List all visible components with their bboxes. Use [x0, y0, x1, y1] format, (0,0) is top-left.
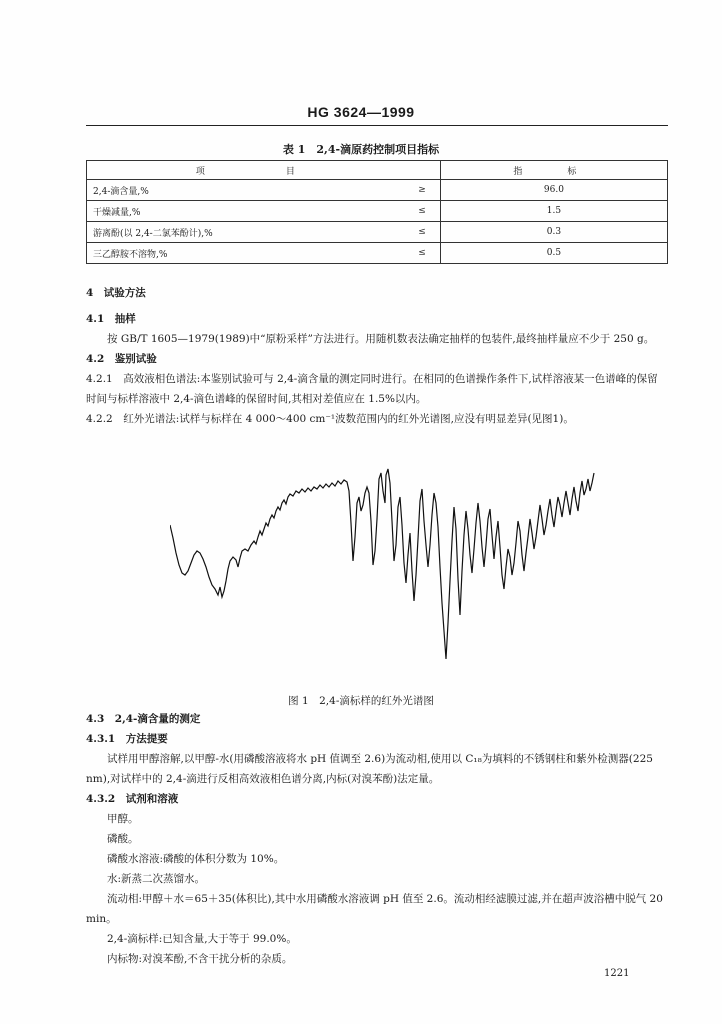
- reagent-item: 水:新蒸二次蒸馏水。: [107, 873, 206, 885]
- reagent-item: 甲醇。: [107, 813, 139, 825]
- item-operator: ≥: [381, 180, 441, 201]
- section-4-1: [86, 309, 668, 429]
- reagent-item: 磷酸水溶液:磷酸的体积分数为 10%。: [107, 853, 285, 865]
- table-header-row: [87, 161, 668, 180]
- reagent-item: 内标物:对溴苯酚,不含干扰分析的杂质。: [107, 953, 293, 965]
- reagent-item: 磷酸。: [107, 833, 139, 845]
- page-number: 1221: [604, 968, 630, 979]
- reagent-item: 流动相:甲醇＋水＝65＋35(体积比),其中水用磷酸水溶液调 pH 值至 2.6。流动相经滤膜过滤,并在超声波浴槽中脱气 20 min。: [86, 893, 663, 925]
- section-heading: 4.3 2,4-滴含量的测定: [86, 713, 201, 725]
- item-value: 96.0: [440, 180, 667, 201]
- reagent-item: 2,4-滴标样:已知含量,大于等于 99.0%。: [107, 933, 297, 945]
- figure-caption: 图 1 2,4-滴标样的红外光谱图: [288, 695, 434, 707]
- paragraph: 试样用甲醇溶解,以甲醇-水(用磷酸溶液将水 pH 值调至 2.6)为流动相,使用以 C₁₈为填料的不锈钢柱和紫外检测器(225 nm),对试样中的 2,4-滴进行反相高效液相色谱分离,内标(对溴苯酚)法定量。: [86, 753, 653, 785]
- column-header-item: 项 目: [87, 161, 441, 180]
- section-4-3: [86, 709, 668, 969]
- section-heading: 4.3.1 方法提要: [86, 733, 168, 745]
- column-header-index: 指 标: [440, 161, 667, 180]
- item-operator: ≤: [381, 243, 441, 264]
- paragraph: 按 GB/T 1605—1979(1989)中“原粉采样”方法进行。用随机数表法确定抽样的包装件,最终抽样量应不少于 250 g。: [107, 333, 655, 345]
- section-heading: 4 试验方法: [86, 287, 146, 299]
- item-name: 干燥减量,%: [87, 201, 381, 222]
- section-heading: 4.1 抽样: [86, 313, 136, 325]
- item-value: 0.5: [440, 243, 667, 264]
- paragraph: 4.2.2 红外光谱法:试样与标样在 4 000～400 cm⁻¹波数范围内的红外光谱图,应没有明显差异(见图1)。: [86, 413, 574, 425]
- ir-spectrum-curve: [170, 469, 594, 659]
- table-row: [87, 201, 668, 222]
- table-row: [87, 180, 668, 201]
- table-row: [87, 222, 668, 243]
- control-items-table: [86, 160, 668, 264]
- item-operator: ≤: [381, 222, 441, 243]
- item-value: 1.5: [440, 201, 667, 222]
- item-value: 0.3: [440, 222, 667, 243]
- standard-number: HG 3624—1999: [307, 104, 415, 120]
- table-caption: 表 1 2,4-滴原药控制项目指标: [282, 143, 440, 156]
- item-name: 三乙醇胺不溶物,%: [87, 243, 381, 264]
- item-operator: ≤: [381, 201, 441, 222]
- section-4: [86, 283, 668, 303]
- item-name: 游离酚(以 2,4-二氯苯酚计),%: [87, 222, 381, 243]
- section-heading: 4.3.2 试剂和溶液: [86, 793, 179, 805]
- header-rule: [86, 125, 668, 126]
- paragraph: 4.2.1 高效液相色谱法:本鉴别试验可与 2,4-滴含量的测定同时进行。在相同的色谱操作条件下,试样溶液某一色谱峰的保留时间与标样溶液中 2,4-滴色谱峰的保留时间,其相对差值应在 1.5%以内。: [86, 373, 658, 405]
- table-row: [87, 243, 668, 264]
- section-heading: 4.2 鉴别试验: [86, 353, 157, 365]
- item-name: 2,4-滴含量,%: [87, 180, 381, 201]
- ir-spectrum-figure: [170, 463, 610, 678]
